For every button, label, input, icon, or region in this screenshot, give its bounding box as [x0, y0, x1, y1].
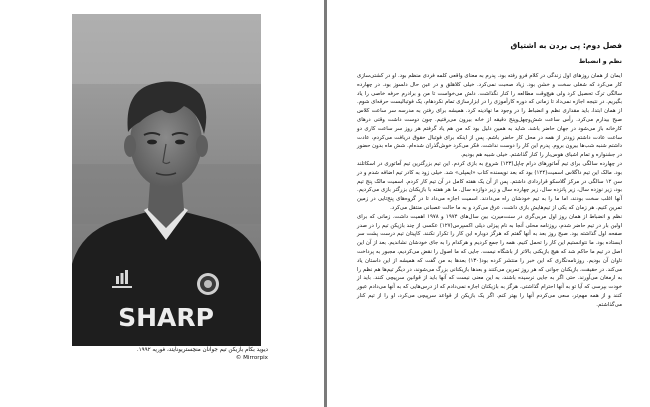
chapter-title: فصل دوم: پی بردن به اشتیاق — [510, 41, 622, 50]
player-photo — [72, 14, 261, 346]
jersey-sponsor-text: SHARP — [118, 303, 214, 332]
photo-credit: © Mirrorpix — [235, 355, 268, 361]
left-page — [0, 0, 324, 407]
section-heading: نظم و انضباط — [578, 58, 622, 65]
paragraph: نظم و انضباط از همان روز اول مربی‌گری در سنت‌میرن، بین سال‌های ۱۹۷۴ و ۱۹۷۸ اهمیت داشت. زمانی که برای اولین بار در تیم حاضر شدم، روزنامه محلی آنجا به نام پیزلی دیلی اکسپرس(۱۲۷) عکسی از چند بازیکن تیم را در صدر صفحه اول گذاشته بود. صبح روز بعد به آنها گفتم که هرگز دوباره این کار را تکرار نکنند. کاپیتان تیم درست پشت سر ایستاده بود. ما نتوانستیم این کار را تحمل کنیم. همه را جمع کردیم و هرکدام را به جای خودشان نشاندیم. بعد از آن این اصل در تیم ما حاکم شد که هیچ بازیکنی بالاتر از باشگاه نیست. جایی که ما اصول را نقض می‌کردیم، مجبور به پرداخت تاوان آن بودیم. روزنامه‌نگاری که این خبر را منتشر کرده بود(۱۳۰) بعدها به من گفت که همیشه از این داستان یاد می‌کند. در حقیقت، بازیکنان جوانی که هر روز تمرین می‌کنند و بعدها بازیکنانی بزرگ می‌شوند، در دیگر تیم‌ها هم نظم را به ارمغان می‌آورند. حتی اگر به جایی نرسیده باشند، به این معنی نیست که آنها باید از قوانین سرپیچی کنند. باید از خودت بپرسی که آیا تو به آنها احترام گذاشتی. هرگز به بازیکنان اجازه نمی‌دادم که از درس‌هایی که به آنها می‌دادم عبور کنند و از همه مهم‌تر، سعی می‌کردم آنها را بهتر کنم. اگر یک بازیکن از قواعد سرپیچی می‌کرد، او را از تیم کنار می‌گذاشتم. — [357, 213, 622, 308]
club-crest-icon — [197, 273, 219, 295]
paragraph: در چهارده سالگی برای تیم آماتورهای درام چاپل(۱۲۳) شروع به بازی کردم. این تیم بزرگترین تیم آماتوری در اسکاتلند بود. مالک این تیم داگلاس اسمیت(۱۲۴) بود که بعد نویسنده کتاب «ایمپلی» شد. خیلی زود به کادر تیم اضافه شدم و در سن ۱۲ سالگی در مرکز گلاسکو قراردادی داشتم. پس از آن یک هفته کامل در آن تیم کار کردم. اسمیت مالک پنج تیم بود، زیر نوزده سال، زیر پانزده سال، زیر چهارده سال و زیر دوازده سال. ما هر هفته با بازیکنان بزرگتر بازی می‌کردیم. آنها اغلب سخت بودند، اما ما را به تیم خودشان راه می‌دادند. اسمیت اجازه می‌داد تا در گروه‌های پنج‌تایی در زمین تمرین کنیم. هر زمان که یکی از تیم‌هایش بازی داشت، عرق می‌کرد و به ما حالت عصبانی منتقل می‌کرد. — [357, 160, 622, 211]
right-page — [327, 0, 650, 407]
photo-caption: دیوید بکام بازیکن تیم جوانان منچستریونایتد، فوریه ۱۹۹۲. — [136, 347, 268, 353]
player-photo-graphic — [72, 14, 261, 346]
paragraph: ایمان از همان روزهای اول زندگی در کلام فرو رفته بود. پدرم به معنای واقعی کلمه فردی منظم بود. او در کشتی‌سازی کار می‌کرد که شغلی سخت و خشن بود. زیاد صحبت نمی‌کرد. خیلی کلاهلق و در عین حال دلسوز بود. در چهارده سالگی ترک تحصیل کرد ولی هیچ‌وقت مطالعه را کنار نگذاشت. دلش می‌خواست تا من و برادرم حرفه خاصی را یاد بگیریم. در نتیجه اجازه نمی‌داد تا زمانی که دوره کارآموزی را در ابزارسازی تمام نکردهام، یک فوتبالیست حرفه‌ای شوم. از همان ابتدا، باید مقداری نظم و انضباط را در وجود ما نهادینه کرد. همیشه برای رفتن به مدرسه سر ساعت کلاس صبح بیدارم می‌کرد. رأس ساعت شش‌وچهل‌وپنج دقیقه از خانه بیرون می‌رفتیم. چون دوست داشت وقتی درهای کارخانه باز می‌شود در جهان حاضر باشد. شاید به همین دلیل بود که من هم یاد گرفتم هر روز سر ساعت کاری دو ساعت عادت داشتم زودتر از همه در محل کار حاضر باشم. پس از اینکه برای فوتبال حقوق دریافت می‌کردم، عادت داشتم شنبه شب‌ها بیرون بروم. پدرم این کار را دوست نداشت. فکر می‌کرد خوش‌گذران شده‌ام. شش ماه بدون حضور در جشنواره و تمام اشیای هوس‌بار را کنار گذاشتم. خیلی شبیه هم بودیم. — [357, 73, 622, 159]
body-text — [357, 72, 622, 310]
